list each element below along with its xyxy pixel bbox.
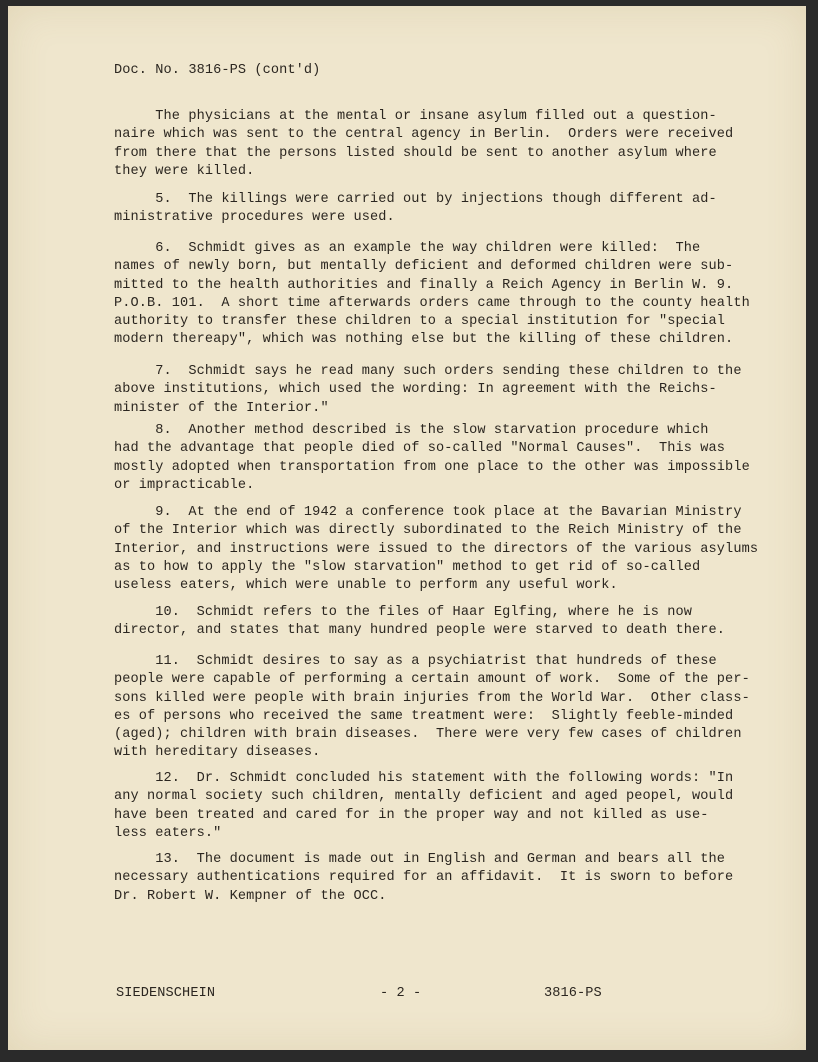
text-line: P.O.B. 101. A short time afterwards orders came through to the county health bbox=[114, 295, 750, 311]
paragraph-6 bbox=[114, 240, 754, 350]
text-line: or impracticable. bbox=[114, 477, 255, 493]
text-line: (aged); children with brain diseases. There were very few cases of children bbox=[114, 727, 742, 743]
text-line: necessary authentications required for an affidavit. It is sworn to before bbox=[114, 870, 734, 886]
paragraph-10 bbox=[114, 604, 754, 641]
paragraph-intro bbox=[114, 108, 754, 181]
text-line: as to how to apply the "slow starvation" method to get rid of so-called bbox=[114, 559, 701, 575]
text-line: had the advantage that people died of so-called "Normal Causes". This was bbox=[114, 441, 726, 457]
text-line: less eaters." bbox=[114, 825, 222, 841]
paragraph-11 bbox=[114, 653, 754, 763]
text-line: above institutions, which used the wording: In agreement with the Reichs- bbox=[114, 382, 717, 398]
text-line: 10. Schmidt refers to the files of Haar Eglfing, where he is now bbox=[114, 605, 693, 620]
footer-left: SIEDENSCHEIN bbox=[116, 986, 216, 1001]
text-line: mitted to the health authorities and finally a Reich Agency in Berlin W. 9. bbox=[114, 277, 734, 293]
footer-right: 3816-PS bbox=[544, 986, 602, 1001]
text-line: Interior, and instructions were issued to the directors of the various asylums bbox=[114, 541, 759, 557]
text-line: Dr. Robert W. Kempner of the OCC. bbox=[114, 888, 387, 904]
text-line: director, and states that many hundred people were starved to death there. bbox=[114, 623, 726, 639]
text-line: 6. Schmidt gives as an example the way children were killed: The bbox=[114, 241, 701, 256]
page-number: - 2 - bbox=[380, 986, 422, 1001]
text-line: authority to transfer these children to a special institution for "special bbox=[114, 314, 726, 330]
text-line: any normal society such children, mentally deficient and aged peopel, would bbox=[114, 789, 734, 805]
text-line: 7. Schmidt says he read many such orders sending these children to the bbox=[114, 364, 742, 379]
text-line: of the Interior which was directly subordinated to the Reich Ministry of the bbox=[114, 523, 742, 539]
text-line: The physicians at the mental or insane asylum filled out a question- bbox=[114, 109, 717, 124]
text-line: 11. Schmidt desires to say as a psychiatrist that hundreds of these bbox=[114, 654, 717, 669]
text-line: useless eaters, which were unable to perform any useful work. bbox=[114, 578, 618, 594]
text-line: es of persons who received the same treatment were: Slightly feeble-minded bbox=[114, 708, 734, 724]
text-line: 9. At the end of 1942 a conference took place at the Bavarian Ministry bbox=[114, 505, 742, 520]
paragraph-7 bbox=[114, 363, 754, 418]
text-line: 12. Dr. Schmidt concluded his statement with the following words: "In bbox=[114, 771, 734, 786]
text-line: 13. The document is made out in English and German and bears all the bbox=[114, 852, 726, 867]
text-line: they were killed. bbox=[114, 163, 255, 179]
text-line: 8. Another method described is the slow starvation procedure which bbox=[114, 423, 709, 438]
text-line: minister of the Interior." bbox=[114, 400, 329, 416]
text-line: modern thereapy", which was nothing else but the killing of these children. bbox=[114, 332, 734, 348]
text-line: mostly adopted when transportation from one place to the other was impossible bbox=[114, 459, 750, 475]
text-line: from there that the persons listed should be sent to another asylum where bbox=[114, 145, 717, 161]
text-line: have been treated and cared for in the proper way and not killed as use- bbox=[114, 807, 709, 823]
text-line: with hereditary diseases. bbox=[114, 745, 321, 761]
text-line: people were capable of performing a certain amount of work. Some of the per- bbox=[114, 672, 750, 688]
text-line: names of newly born, but mentally deficient and deformed children were sub- bbox=[114, 259, 734, 275]
text-line: sons killed were people with brain injuries from the World War. Other class- bbox=[114, 690, 750, 706]
paragraph-12 bbox=[114, 770, 754, 843]
paragraph-9 bbox=[114, 504, 759, 595]
text-line: 5. The killings were carried out by injections though different ad- bbox=[114, 192, 717, 207]
paragraph-5 bbox=[114, 191, 754, 228]
paragraph-8 bbox=[114, 422, 754, 495]
text-line: ministrative procedures were used. bbox=[114, 210, 395, 226]
document-header: Doc. No. 3816-PS (cont'd) bbox=[114, 63, 321, 78]
text-line: naire which was sent to the central agency in Berlin. Orders were received bbox=[114, 127, 734, 143]
paragraph-13 bbox=[114, 851, 754, 906]
